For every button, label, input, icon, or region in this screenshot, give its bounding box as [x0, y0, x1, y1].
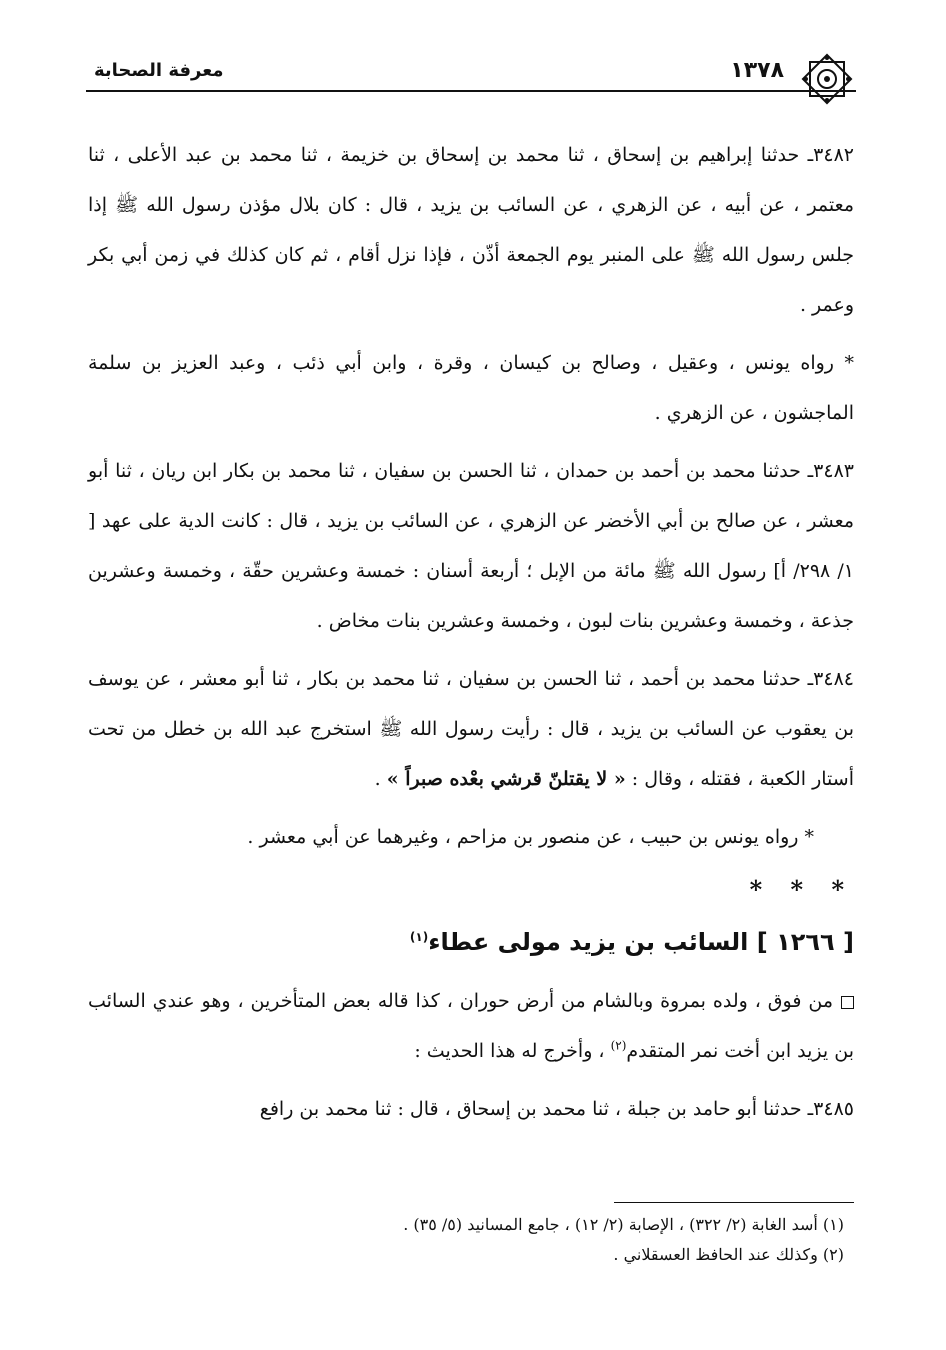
biography-text-tail: ، وأخرج له هذا الحديث : [414, 1040, 611, 1062]
hadith-3484 [88, 654, 854, 804]
footnotes [88, 1210, 854, 1270]
footnote-ref: (١) [409, 930, 429, 944]
header-rule [86, 90, 856, 92]
book-title: معرفة الصحابة [94, 60, 224, 81]
square-marker-icon [841, 996, 854, 1009]
section-heading-text: [ ١٢٦٦ ] السائب بن يزيد مولى عطاء [428, 928, 854, 956]
hadith-3484-tail: . [374, 768, 387, 790]
section-heading [88, 918, 854, 966]
footnote-ref: (٢) [610, 1038, 627, 1053]
biography-text: من فوق ، ولده بمروة وبالشام من أرض حوران ، كذا قاله بعض المتأخرين ، وهو عندي السائب بن يزيد ابن أخت نمر المتقدم [88, 990, 854, 1062]
main-text [88, 130, 854, 1142]
hadith-3482: ٣٤٨٢ـ حدثنا إبراهيم بن إسحاق ، ثنا محمد بن إسحاق بن خزيمة ، ثنا محمد بن عبد الأعلى ، ثنا معتمر ، عن أبيه ، عن الزهري ، عن السائب بن يزيد ، قال : كان بلال مؤذن رسول الله ﷺ إذا جلس رسول الله ﷺ على المنبر يوم الجمعة أذّن ، فإذا نزل أقام ، ثم كان كذلك في زمن أبي بكر وعمر . [88, 144, 854, 316]
hadith-3484-quote: « لا يقتلنّ قرشي بعْده صبراً » [386, 768, 626, 790]
page-header [86, 56, 856, 96]
footnote-rule [614, 1202, 854, 1203]
octagram-ornament-icon [798, 50, 856, 108]
biography-paragraph [88, 976, 854, 1076]
narration-note: * رواه يونس بن حبيب ، عن منصور بن مزاحم ، وغيرهما عن أبي معشر . [247, 826, 814, 848]
section-separator: * * * [749, 875, 854, 904]
hadith-3483: ٣٤٨٣ـ حدثنا محمد بن أحمد بن حمدان ، ثنا الحسن بن سفيان ، ثنا محمد بن بكار ابن ريان ، ثنا أبو معشر ، عن صالح بن أبي الأخضر عن الزهري ، عن السائب بن يزيد ، قال : كانت الدية على عهد [ ١/ ٢٩٨/ أ] رسول الله ﷺ مائة من الإبل ؛ أربعة أسنان : خمسة وعشرين حقّة ، وخمسة وعشرين جذعة ، وخمسة وعشرين بنات لبون ، وخمسة وعشرين بنات مخاض . [88, 460, 854, 632]
hadith-3485: ٣٤٨٥ـ حدثنا أبو حامد بن جبلة ، ثنا محمد بن إسحاق ، قال : ثنا محمد بن رافع [259, 1098, 854, 1120]
hadith-3484-text: ٣٤٨٤ـ حدثنا محمد بن أحمد ، ثنا الحسن بن سفيان ، ثنا محمد بن بكار ، ثنا أبو معشر ، عن يوسف بن يعقوب عن السائب بن يزيد ، قال : رأيت رسول الله ﷺ استخرج عبد الله بن خطل من تحت أستار الكعبة ، فقتله ، وقال : [88, 668, 854, 790]
narration-note: * رواه يونس ، وعقيل ، وصالح بن كيسان ، وقرة ، وابن أبي ذئب ، وعبد العزيز بن سلمة الماجشون ، عن الزهري . [88, 352, 854, 424]
footnote-1: (١) أسد الغابة (٢/ ٣٢٢) ، الإصابة (٢/ ١٢) ، جامع المسانيد (٥/ ٣٥) . [403, 1215, 844, 1234]
footnote-2: (٢) وكذلك عند الحافظ العسقلاني . [613, 1245, 844, 1264]
page-number: ١٣٧٨ [730, 58, 784, 83]
